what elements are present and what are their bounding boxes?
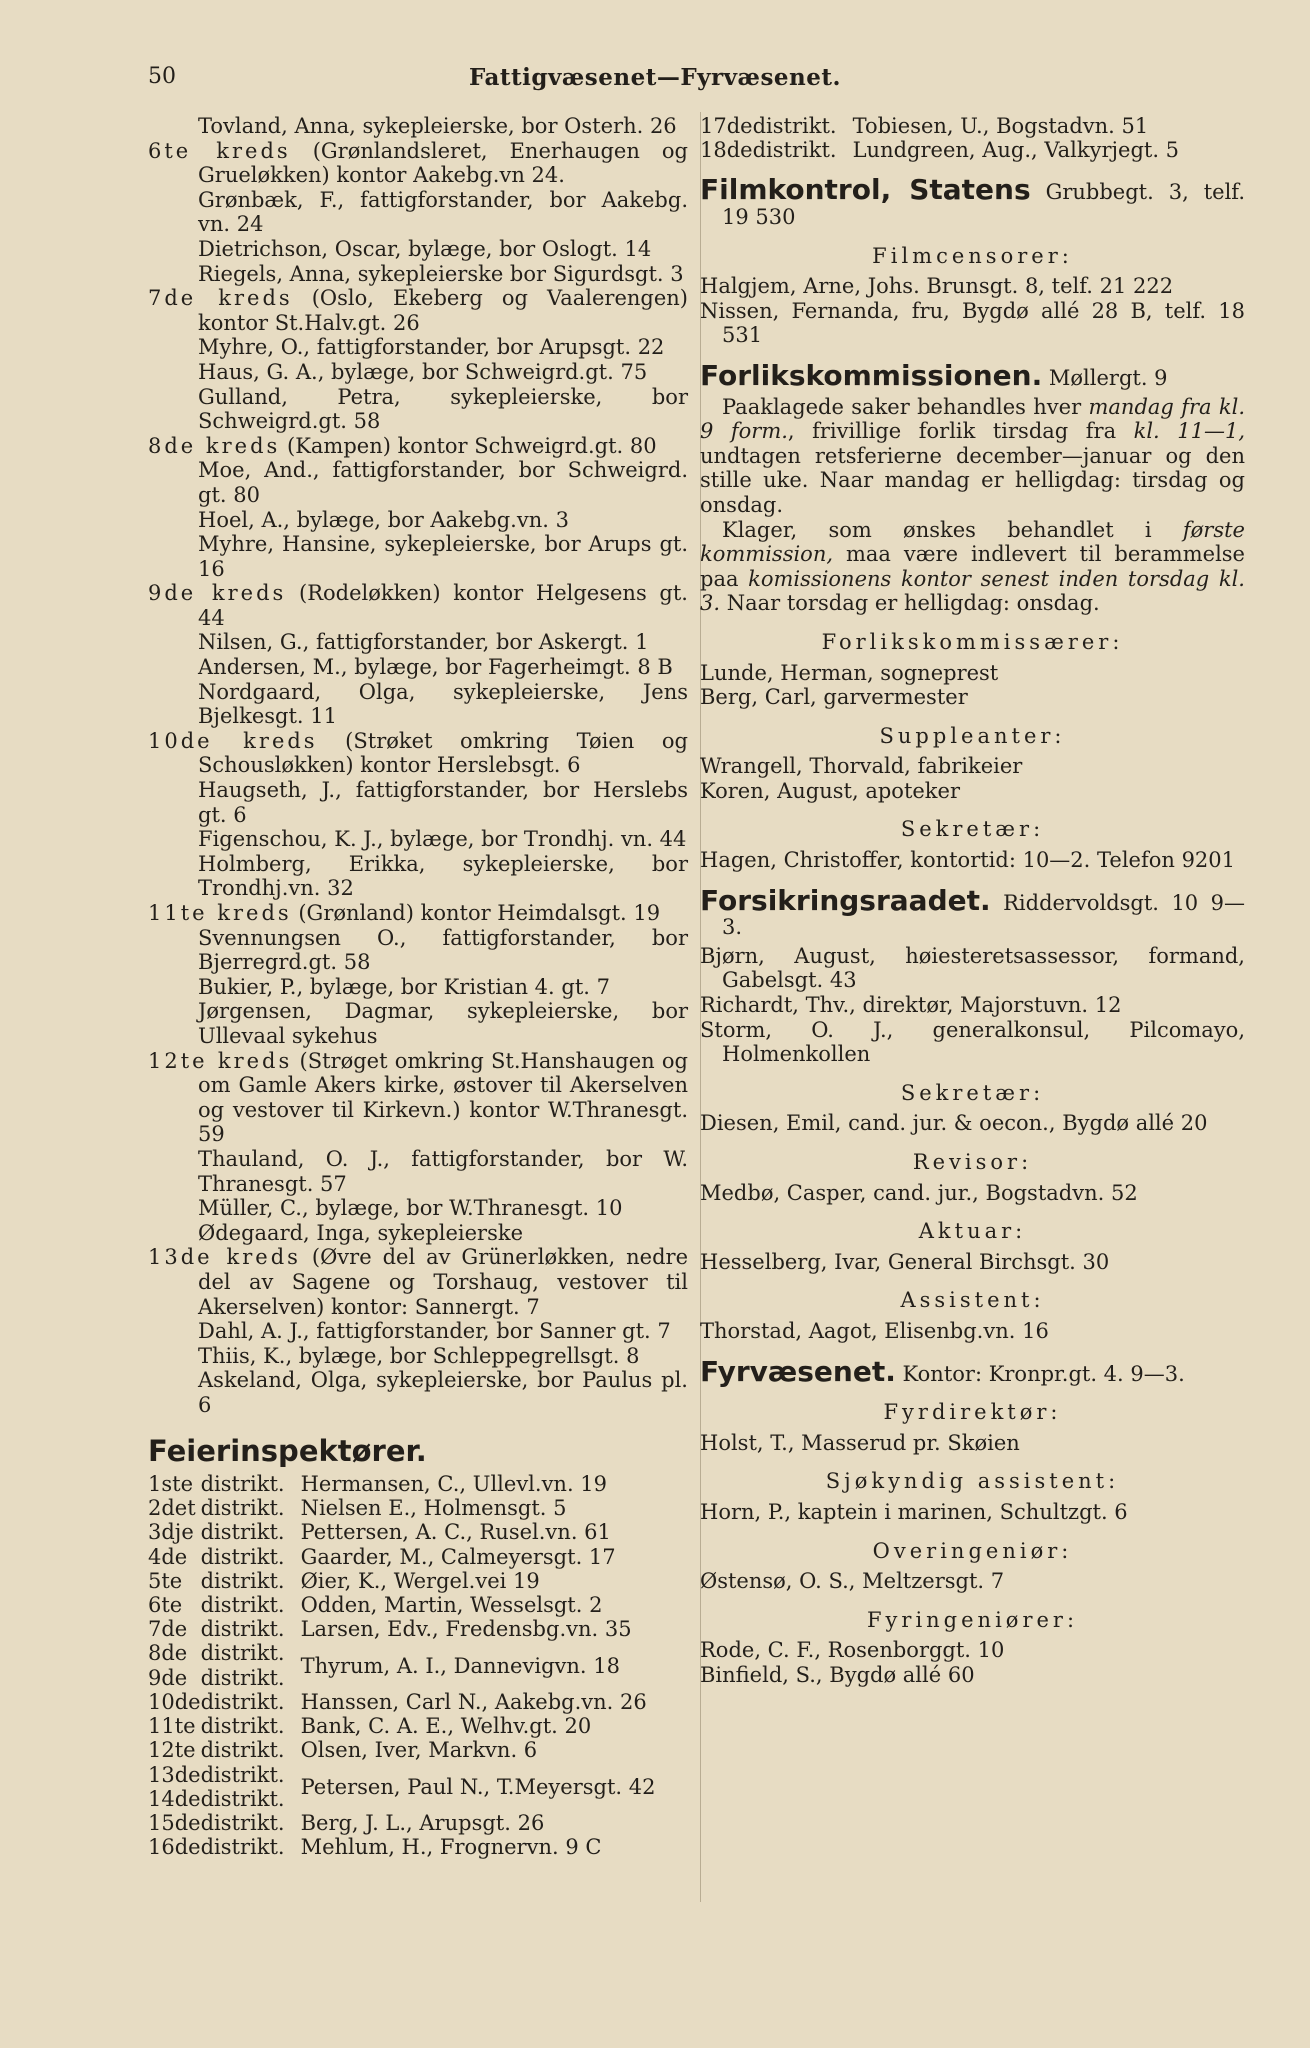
kreds-entry (148, 729, 688, 778)
kreds-office: (Øvre del av Grünerløkken, nedre del av Sagene og Torshaug, vestover til Akerselven) kontor: Sannergt. 7 (198, 1245, 688, 1319)
district-label: distrikt. (200, 1496, 285, 1521)
kreds-heading: 6te kreds (148, 138, 291, 163)
section-forlikskommissionen-title: Forlikskommissionen. (700, 358, 1043, 392)
district-number: 14de (148, 1786, 201, 1811)
kreds-person: Thiis, K., bylæge, bor Schleppegrellsgt. 8 (198, 1343, 640, 1368)
subheading: Aktuar: (918, 1219, 1027, 1244)
district-label: distrikt. (200, 1689, 285, 1714)
district-inspector: Odden, Martin, Wesselsgt. 2 (300, 1593, 603, 1618)
entry-line: Berg, Carl, garvermester (700, 685, 968, 710)
section-title-feierinspektorer: Feierinspektører. (148, 1434, 427, 1469)
section-filmkontrol-title: Filmkontrol, Statens (700, 173, 1031, 207)
entry-line: Storm, O. J., generalkonsul, Pilcomayo, Holmenkollen (700, 1017, 1245, 1067)
kreds-person: Thauland, O. J., fattigforstander, bor W. Thranesgt. 57 (198, 1146, 688, 1196)
kreds-office: (Strøget omkring St.Hanshaugen og om Gamle Akers kirke, østover til Akerselven og vestover til Kirkevn.) kontor W.Thranesgt. 59 (198, 1048, 688, 1147)
district-label: distrikt. (200, 1617, 285, 1642)
entry-line: Richardt, Thv., direktør, Majorstuvn. 12 (700, 993, 1122, 1018)
running-title: Fattigvæsenet—Fyrvæsenet. (468, 64, 842, 91)
kreds-person: Dietrichson, Oscar, bylæge, bor Oslogt. 14 (198, 236, 652, 261)
kreds-person: Holmberg, Erikka, sykepleierske, bor Trondhj.vn. 32 (198, 851, 688, 901)
kreds-person: Andersen, M., bylæge, bor Fagerheimgt. 8 B (198, 655, 673, 680)
district-inspector: Thyrum, A. I., Dannevigvn. 18 (300, 1653, 620, 1678)
text-run: Klager, som ønskes behandlet i (722, 517, 1183, 542)
district-inspector: Hanssen, Carl N., Aakebg.vn. 26 (300, 1689, 647, 1714)
district-inspector: Bank, C. A. E., Welhv.gt. 20 (300, 1714, 592, 1739)
district-number: 17de (700, 114, 753, 138)
kreds-office: (Grønland) kontor Heimdalsgt. 19 (291, 901, 661, 925)
section-forlikskommissionen (700, 358, 1245, 392)
table-row (148, 1714, 655, 1738)
district-inspector: Hermansen, C., Ullevl.vn. 19 (300, 1472, 608, 1497)
section-fyrvaesenet (700, 1354, 1245, 1388)
district-label: distrikt. (200, 1472, 285, 1497)
district-number: 1ste (148, 1472, 194, 1497)
kreds-person: Riegels, Anna, sykepleierske bor Sigurdsgt. 3 (198, 261, 684, 286)
subheading: Fyringeniører: (866, 1607, 1079, 1632)
table-row (148, 1617, 655, 1641)
district-table (148, 1472, 655, 1859)
section-forsikringsraadet (700, 883, 1245, 940)
district-label: distrikt. (200, 1810, 285, 1835)
entry-line: Bjørn, August, høiesteretsassessor, formand, Gabelsgt. 43 (700, 943, 1245, 993)
table-row (148, 1763, 655, 1787)
entry-line: Holst, T., Masserud pr. Skøien (700, 1430, 1020, 1455)
subheading: Sekretær: (900, 817, 1045, 842)
text-run: komissionens kontor senest inden torsdag kl. 3. (700, 566, 1245, 616)
section-filmkontrol-address: Grubbegt. 3, telf. 19 530 (722, 180, 1245, 229)
district-table-continued (700, 114, 1179, 162)
kreds-person: Haugseth, J., fattigforstander, bor Herslebs gt. 6 (198, 778, 688, 827)
kreds-person: Moe, And., fattigforstander, bor Schweigrd. gt. 80 (198, 458, 688, 507)
kreds-heading: 12te kreds (148, 1048, 293, 1073)
text-run: , frivillige forlik tirsdag fra (787, 419, 1134, 444)
district-label: distrikt. (752, 114, 837, 138)
section-forlikskommissionen-address: Møllergt. 9 (1042, 365, 1168, 390)
entry-line: Rode, C. F., Rosenborggt. 10 (700, 1638, 1005, 1663)
subheading: Fyrdirektør: (883, 1400, 1062, 1425)
text-run: kl. 11—1, (1133, 419, 1245, 444)
text-run: Paaklagede saker behandles hver (722, 394, 1089, 419)
kreds-person: Myhre, O., fattigforstander, bor Arupsgt. 22 (198, 335, 665, 360)
entry-line: Thorstad, Aagot, Elisenbg.vn. 16 (700, 1318, 1049, 1343)
subheading: Suppleanter: (879, 723, 1066, 748)
table-row (148, 1641, 655, 1665)
text-run: Naar torsdag er helligdag: onsdag. (720, 591, 1100, 616)
district-inspector: Gaarder, M., Calmeyersgt. 17 (300, 1544, 616, 1569)
kreds-person: Grønbæk, F., fattigforstander, bor Aakebg. vn. 24 (198, 187, 688, 237)
district-inspector: Lundgreen, Aug., Valkyrjegt. 5 (852, 138, 1180, 163)
district-inspector: Øier, K., Wergel.vei 19 (300, 1568, 540, 1593)
district-number: 8de (148, 1641, 188, 1666)
district-number: 13de (148, 1762, 201, 1787)
subheading: Assistent: (900, 1288, 1045, 1313)
district-number: 10de (148, 1689, 201, 1714)
kreds-person: Müller, C., bylæge, bor W.Thranesgt. 10 (198, 1196, 623, 1221)
district-inspector: Petersen, Paul N., T.Meyersgt. 42 (300, 1774, 656, 1799)
kreds-heading: 8de kreds (148, 433, 281, 458)
district-number: 5te (148, 1568, 183, 1593)
kreds-person: Askeland, Olga, sykepleierske, bor Paulus pl. 6 (198, 1368, 688, 1417)
kreds-heading: 11te kreds (148, 901, 292, 925)
table-row (148, 1690, 655, 1714)
text-run: mandag fra kl. 9 form. (700, 394, 1245, 444)
kreds-entry (148, 581, 688, 630)
entry-line: Nissen, Fernanda, fru, Bygdø allé 28 B, telf. 18 531 (700, 298, 1245, 348)
district-number: 7de (148, 1617, 188, 1642)
entry-line: Horn, P., kaptein i marinen, Schultzgt. 6 (700, 1499, 1128, 1524)
district-label: distrikt. (200, 1593, 285, 1618)
table-row (148, 1593, 655, 1617)
district-label: distrikt. (200, 1544, 285, 1569)
entry-line: Wrangell, Thorvald, fabrikeier (700, 754, 1023, 779)
entry-line: Hesselberg, Ivar, General Birchsgt. 30 (700, 1249, 1110, 1274)
entry-line: Diesen, Emil, cand. jur. & oecon., Bygdø allé 20 (700, 1111, 1208, 1136)
entry-line: Koren, August, apoteker (700, 778, 960, 803)
kreds-heading: 7de kreds (148, 286, 293, 311)
section-fyrvaesenet-address: Kontor: Kronpr.gt. 4. 9—3. (895, 1361, 1185, 1386)
table-row (700, 138, 1179, 162)
district-inspector: Berg, J. L., Arupsgt. 26 (300, 1810, 545, 1835)
kreds-office: (Strøket omkring Tøien og Schousløkken) kontor Herslebsgt. 6 (198, 728, 688, 778)
paragraph (700, 518, 1245, 616)
kreds-office: (Kampen) kontor Schweigrd.gt. 80 (280, 433, 657, 458)
table-row (148, 1835, 655, 1859)
section-forsikringsraadet-title: Forsikringsraadet. (700, 883, 991, 917)
district-label: distrikt. (200, 1762, 285, 1787)
district-number: 4de (148, 1544, 188, 1569)
district-number: 9de (148, 1665, 188, 1690)
district-number: 3dje (148, 1520, 194, 1545)
paragraph (700, 395, 1245, 518)
kreds-person: Hoel, A., bylæge, bor Aakebg.vn. 3 (198, 507, 569, 532)
entry-line: Hagen, Christoffer, kontortid: 10—2. Telefon 9201 (700, 848, 1236, 873)
kreds-entry (148, 1049, 688, 1147)
district-number: 2det (148, 1496, 196, 1521)
district-inspector: Tobiesen, U., Bogstadvn. 51 (852, 114, 1149, 138)
district-number: 15de (148, 1810, 201, 1835)
district-label: distrikt. (200, 1568, 285, 1593)
kreds-entry (148, 1245, 688, 1319)
entry-line: Medbø, Casper, cand. jur., Bogstadvn. 52 (700, 1180, 1138, 1205)
table-row (148, 1811, 655, 1835)
subheading: Overingeniør: (872, 1538, 1073, 1563)
entry-line: Lunde, Herman, sogneprest (700, 660, 999, 685)
section-fyrvaesenet-title: Fyrvæsenet. (700, 1354, 896, 1388)
kreds-person: Myhre, Hansine, sykepleierske, bor Arups gt. 16 (198, 532, 688, 581)
text-run: maa være indlevert til berammelse paa (700, 542, 1245, 591)
district-number: 12te (148, 1738, 196, 1763)
subheading: Sekretær: (900, 1080, 1045, 1105)
district-label: distrikt. (200, 1738, 285, 1763)
district-label: distrikt. (200, 1835, 285, 1860)
kreds-person: Gulland, Petra, sykepleierske, bor Schweigrd.gt. 58 (198, 384, 688, 434)
kreds-person: Dahl, A. J., fattigforstander, bor Sanner gt. 7 (198, 1319, 671, 1344)
left-column (148, 114, 688, 1859)
entry-line: Østensø, O. S., Meltzersgt. 7 (700, 1569, 1005, 1594)
table-row (148, 1545, 655, 1569)
kreds-person: Figenschou, K. J., bylæge, bor Trondhj. vn. 44 (198, 827, 687, 852)
text-run: første kommission, (700, 517, 1245, 567)
kreds-person: Ødegaard, Inga, sykepleierske (198, 1220, 524, 1245)
kreds-person: Bukier, P., bylæge, bor Kristian 4. gt. 7 (198, 974, 610, 999)
kreds-entry (148, 434, 688, 459)
table-row (148, 1520, 655, 1544)
district-number: 6te (148, 1593, 183, 1618)
district-label: distrikt. (200, 1665, 285, 1690)
district-inspector: Larsen, Edv., Fredensbg.vn. 35 (300, 1617, 632, 1642)
kreds-entry (148, 901, 688, 926)
kreds-heading: 13de kreds (148, 1245, 301, 1270)
district-label: distrikt. (200, 1714, 285, 1739)
entry-line: Binfield, S., Bygdø allé 60 (700, 1662, 975, 1687)
table-row (148, 1472, 655, 1496)
district-label: distrikt. (200, 1786, 285, 1811)
table-row (148, 1496, 655, 1520)
text-run: undtagen retsferierne december—januar og den stille uke. Naar mandag er helligdag: tirsdag og onsdag. (700, 443, 1245, 517)
table-row (148, 1569, 655, 1593)
subheading: Forlikskommissærer: (821, 629, 1124, 654)
kreds-heading: 9de kreds (148, 581, 287, 606)
kreds-person: Nordgaard, Olga, sykepleierske, Jens Bjelkesgt. 11 (198, 679, 688, 729)
subheading: Revisor: (912, 1150, 1033, 1174)
kreds-office: (Grønlandsleret, Enerhaugen og Grueløkken) kontor Aakebg.vn 24. (198, 138, 688, 188)
kreds-person: Nilsen, G., fattigforstander, bor Askergt. 1 (198, 630, 649, 655)
kreds-entry (148, 139, 688, 188)
entry-line: Tovland, Anna, sykepleierske, bor Osterh. 26 (198, 114, 677, 138)
district-label: distrikt. (200, 1520, 285, 1545)
kreds-heading: 10de kreds (148, 728, 318, 753)
district-label: distrikt. (752, 138, 837, 163)
subheading: Sjøkyndig assistent: (825, 1469, 1120, 1494)
district-inspector: Nielsen E., Holmensgt. 5 (300, 1496, 567, 1521)
table-row (148, 1738, 655, 1762)
table-row (700, 114, 1179, 138)
district-inspector: Olsen, Iver, Markvn. 6 (300, 1738, 538, 1763)
district-number: 16de (148, 1835, 201, 1860)
district-inspector: Pettersen, A. C., Rusel.vn. 61 (300, 1520, 611, 1545)
kreds-person: Jørgensen, Dagmar, sykepleierske, bor Ullevaal sykehus (198, 999, 688, 1048)
district-number: 18de (700, 138, 753, 163)
section-forsikringsraadet-address: Riddervoldsgt. 10 9—3. (722, 890, 1245, 940)
page-number: 50 (148, 64, 176, 89)
kreds-person: Haus, G. A., bylæge, bor Schweigrd.gt. 75 (198, 359, 648, 384)
kreds-entry (148, 286, 688, 335)
entry-line: Halgjem, Arne, Johs. Brunsgt. 8, telf. 21 222 (700, 274, 1174, 299)
subheading: Filmcensorer: (872, 243, 1073, 268)
district-number: 11te (148, 1714, 196, 1739)
kreds-office: (Oslo, Ekeberg og Vaalerengen) kontor St.Halv.gt. 26 (198, 286, 688, 335)
kreds-office: (Rodeløkken) kontor Helgesens gt. 44 (198, 581, 688, 630)
district-label: distrikt. (200, 1641, 285, 1666)
district-inspector: Mehlum, H., Frognervn. 9 C (300, 1835, 602, 1860)
kreds-person: Svennungsen O., fattigforstander, bor Bjerregrd.gt. 58 (198, 925, 688, 975)
section-filmkontrol (700, 173, 1245, 229)
right-column (700, 114, 1245, 1688)
